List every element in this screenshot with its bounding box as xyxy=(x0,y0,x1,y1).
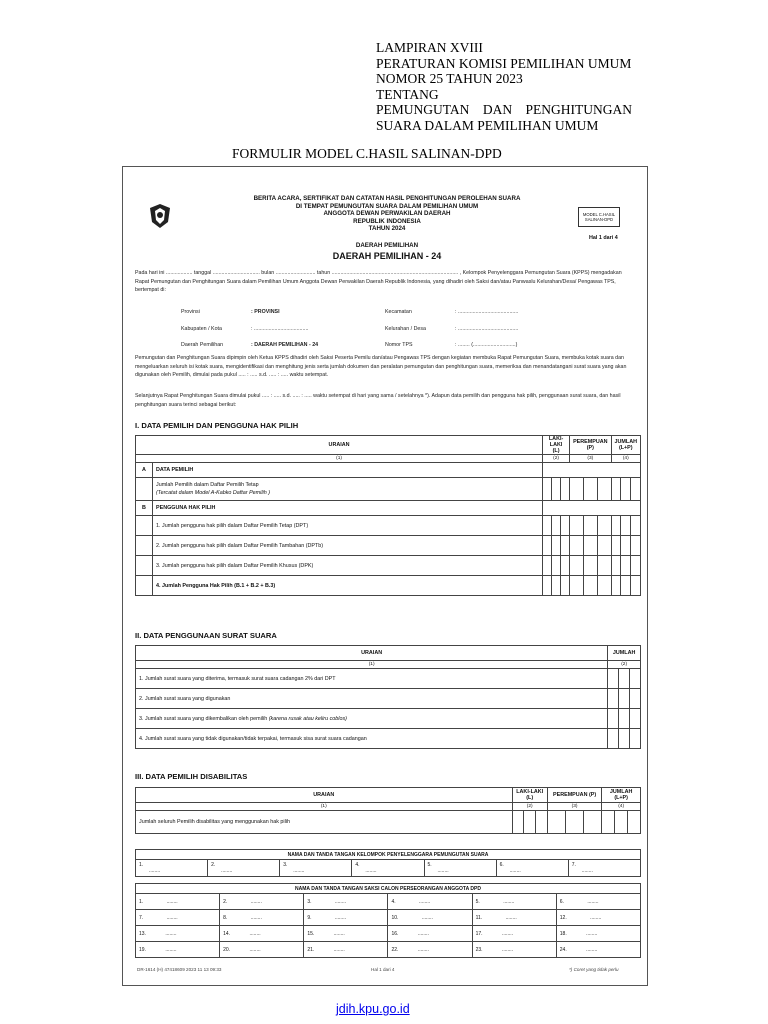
entry-box[interactable] xyxy=(570,516,584,536)
header-line: SUARA DALAM PEMILIHAN UMUM xyxy=(376,117,599,133)
signature-cell[interactable] xyxy=(208,860,280,877)
header-line xyxy=(376,102,632,118)
signature-cell[interactable] xyxy=(136,926,220,942)
entry-box[interactable] xyxy=(524,811,536,834)
signature-cell[interactable] xyxy=(304,910,388,926)
signature-cell[interactable] xyxy=(472,926,556,942)
footer-note: *) Coret yang tidak perlu xyxy=(569,967,619,972)
sig-number: 19. xyxy=(139,946,146,953)
form-title: FORMULIR MODEL C.HASIL SALINAN-DPD xyxy=(232,146,502,161)
entry-box[interactable] xyxy=(583,478,597,501)
signature-cell[interactable] xyxy=(304,942,388,958)
footer-code: DR-1614 (H) 47418609 2023 11 13 09:33 xyxy=(137,967,222,972)
row-code: B xyxy=(136,501,153,516)
col-number: (4) xyxy=(602,803,641,811)
row-code xyxy=(136,576,153,596)
header-line: LAMPIRAN XVIII xyxy=(376,40,483,55)
section3-title: III. DATA PEMILIH DISABILITAS xyxy=(135,772,248,781)
signature-cell[interactable] xyxy=(304,894,388,910)
signature-cell[interactable] xyxy=(472,910,556,926)
kpps-signature-table xyxy=(135,849,641,877)
sig-dots: ........ xyxy=(509,868,521,874)
entry-box[interactable] xyxy=(602,811,615,834)
signature-cell[interactable] xyxy=(388,894,472,910)
page-label: Hal 1 dari 4 xyxy=(589,235,618,241)
sig-dots: ........ xyxy=(501,930,514,937)
entry-box[interactable] xyxy=(584,811,602,834)
row-code xyxy=(136,516,153,536)
signature-cell[interactable] xyxy=(220,926,304,942)
header-word: DAN xyxy=(482,102,513,117)
entry-box[interactable] xyxy=(566,811,584,834)
sig-number: 3. xyxy=(283,862,288,868)
entry-box[interactable] xyxy=(561,556,570,576)
entry-box[interactable] xyxy=(543,556,552,576)
model-line: SALINAN-DPD xyxy=(584,217,614,223)
sig-dots: ........ xyxy=(417,946,429,953)
entry-box[interactable] xyxy=(608,669,619,689)
sig-number: 14. xyxy=(223,930,231,937)
col-jumlah: JUMLAH (L+P) xyxy=(602,788,641,803)
blank-cells xyxy=(543,463,641,478)
entry-box[interactable] xyxy=(630,689,641,709)
sig-dots: ........ xyxy=(503,898,515,905)
sig-number: 3. xyxy=(307,898,312,905)
col-laki: LAKI-LAKI (L) xyxy=(543,436,570,455)
section2-table xyxy=(135,645,641,749)
entry-box[interactable] xyxy=(621,516,631,536)
entry-box[interactable] xyxy=(630,669,641,689)
col-jumlah: JUMLAH (L+P) xyxy=(611,436,640,455)
sig-dots: ........ xyxy=(149,868,161,874)
sig-number: 1. xyxy=(139,862,144,868)
tps-value: : ........ (.............................) xyxy=(455,342,518,348)
sig-number: 11. xyxy=(475,914,483,921)
sig-dots: ........ xyxy=(421,914,433,921)
sig-number: 24. xyxy=(559,946,567,953)
sig-dots: ........ xyxy=(581,868,593,874)
col-number: (2) xyxy=(512,803,547,811)
entry-box[interactable] xyxy=(611,576,621,596)
procedure-paragraph: Pemungutan dan Penghitungan Suara dipimpin oleh Ketua KPPS dihadiri oleh Saksi Peserta Pemilu dan/atau Pengawas TPS dengan kegiatan membuka Rapat Pemungutan Suara, membuka kotak suara dan mengeluarkan seluruh isi kotak suara, mengidentifikasi dan menghitung jenis serta jumlah dokumen dan peralatan pemungutan dan penghitungan suara, memeriksa dan menandatangani surat suara yang akan digunakan oleh Pemilih, dimulai pada pukul ..... : ..... s.d. ..... : ..... waktu setempat. xyxy=(135,355,627,379)
entry-box[interactable] xyxy=(619,709,630,729)
entry-box[interactable] xyxy=(630,709,641,729)
header-line: PERATURAN KOMISI PEMILIHAN UMUM xyxy=(376,55,632,71)
sig-number: 6. xyxy=(499,862,504,868)
entry-box[interactable] xyxy=(608,689,619,709)
tps-label: Nomor TPS xyxy=(385,342,413,348)
table-row: Jumlah seluruh Pemilih disabilitas yang menggunakan hak pilih xyxy=(136,811,513,834)
entry-box[interactable] xyxy=(543,478,552,501)
table-row: 1. Jumlah pengguna hak pilih dalam Daftar Pemilih Tetap (DPT) xyxy=(153,516,543,536)
row-label: Jumlah Pemilih dalam Daftar Pemilih Tetap xyxy=(156,482,259,488)
table-row: 2. Jumlah surat suara yang digunakan xyxy=(136,689,608,709)
entry-box[interactable] xyxy=(619,669,630,689)
row-heading: DATA PEMILIH xyxy=(153,463,543,478)
sig-number: 15. xyxy=(307,930,315,937)
signature-cell[interactable] xyxy=(352,860,424,877)
sig-dots: ........ xyxy=(333,930,345,937)
entry-box[interactable] xyxy=(631,536,641,556)
row-code: A xyxy=(136,463,153,478)
entry-box[interactable] xyxy=(631,556,641,576)
entry-box[interactable] xyxy=(552,576,561,596)
col-number: (1) xyxy=(136,661,608,669)
kecamatan-label: Kecamatan xyxy=(385,309,412,315)
sig-dots: ........ xyxy=(437,868,449,874)
sig-number: 8. xyxy=(223,914,228,921)
col-laki: LAKI-LAKI (L) xyxy=(512,788,547,803)
signature-cell[interactable] xyxy=(568,860,640,877)
provinsi-label: Provinsi xyxy=(181,309,200,315)
sig-dots: ........ xyxy=(166,914,178,921)
entry-box[interactable] xyxy=(543,536,552,556)
sig-number: 17. xyxy=(475,930,483,937)
entry-box[interactable] xyxy=(619,689,630,709)
header-line: TENTANG xyxy=(376,86,439,102)
row-heading: PENGGUNA HAK PILIH xyxy=(153,501,543,516)
entry-box[interactable] xyxy=(552,516,561,536)
section1-title: I. DATA PEMILIH DAN PENGGUNA HAK PILIH xyxy=(135,421,299,430)
col-number: (3) xyxy=(570,455,611,463)
entry-box[interactable] xyxy=(552,478,561,501)
kabupaten-value: : ..................................... xyxy=(251,326,309,332)
sig-dots: ........ xyxy=(586,946,598,953)
sig-dots: ........ xyxy=(250,898,262,905)
sig-number: 18. xyxy=(559,930,567,937)
col-uraian: URAIAN xyxy=(136,436,543,455)
entry-box[interactable] xyxy=(608,709,619,729)
kpu-emblem-icon xyxy=(149,203,171,229)
sheet-title xyxy=(223,195,551,233)
sig-number: 2. xyxy=(223,898,228,905)
header-word: PENGHITUNGAN xyxy=(525,102,632,117)
signature-cell[interactable] xyxy=(136,860,208,877)
sig-dots: ........ xyxy=(590,914,602,921)
sig-dots: ........ xyxy=(221,868,233,874)
entry-box[interactable] xyxy=(627,811,640,834)
sig-number: 10. xyxy=(391,914,399,921)
col-perempuan: PEREMPUAN (P) xyxy=(570,436,611,455)
section3-table xyxy=(135,787,641,834)
title-line: TAHUN 2024 xyxy=(368,225,406,233)
section2-title: II. DATA PENGGUNAAN SURAT SUARA xyxy=(135,631,277,640)
entry-box[interactable] xyxy=(561,576,570,596)
signature-cell[interactable] xyxy=(220,894,304,910)
entry-box[interactable] xyxy=(570,536,584,556)
provinsi-value: : PROVINSI xyxy=(251,309,280,315)
entry-box[interactable] xyxy=(570,556,584,576)
intro-paragraph: Pada hari ini .................. tanggal ................................ bulan ........................... tahun ...................................................................................... , Kelompok Penyelenggara Pemungutan Suara (KPPS) mengadakan Rapat Pemungutan dan Penghitungan Suara dalam Pemilihan Umum Anggota Dewan Perwakilan Daerah Republik Indonesia, yang dihadiri oleh Saksi dan/atau Panwaslu Kelurahan/Desa/ Pengawas TPS, bertempat di: xyxy=(135,270,622,294)
signature-cell[interactable] xyxy=(496,860,568,877)
entry-box[interactable] xyxy=(621,576,631,596)
title-line: REPUBLIK INDONESIA xyxy=(353,217,421,225)
entry-box[interactable] xyxy=(597,478,611,501)
signature-cell[interactable] xyxy=(556,926,640,942)
col-number: (2) xyxy=(543,455,570,463)
entry-box[interactable] xyxy=(631,478,641,501)
sig-dots: ........ xyxy=(365,868,377,874)
sig-dots: ........ xyxy=(505,914,517,921)
entry-box[interactable] xyxy=(547,811,565,834)
lampiran-header xyxy=(376,40,632,133)
title-line: ANGGOTA DEWAN PERWAKILAN DAERAH xyxy=(323,210,451,218)
col-uraian: URAIAN xyxy=(136,646,608,661)
col-number: (1) xyxy=(136,803,513,811)
sig-dots: ........ xyxy=(250,914,262,921)
signature-cell[interactable] xyxy=(556,942,640,958)
header-word: PEMUNGUTAN xyxy=(376,102,470,117)
sig-dots: ........ xyxy=(249,930,261,937)
col-uraian: URAIAN xyxy=(136,788,513,803)
sig-number: 21. xyxy=(307,946,315,953)
signature-cell[interactable] xyxy=(136,942,220,958)
sig-dots: ........ xyxy=(501,946,514,953)
kecamatan-value: : ......................................... xyxy=(455,309,519,315)
col-jumlah: JUMLAH xyxy=(608,646,641,661)
entry-box[interactable] xyxy=(630,729,641,749)
sig-number: 7. xyxy=(571,862,576,868)
sig-number: 4. xyxy=(355,862,360,868)
signature-cell[interactable] xyxy=(556,910,640,926)
entry-box[interactable] xyxy=(583,536,597,556)
sig-number: 9. xyxy=(307,914,312,921)
entry-box[interactable] xyxy=(536,811,548,834)
table-row: 3. Jumlah pengguna hak pilih dalam Daftar Pemilih Khusus (DPK) xyxy=(153,556,543,576)
row-code xyxy=(136,556,153,576)
entry-box[interactable] xyxy=(611,478,621,501)
entry-box[interactable] xyxy=(570,576,584,596)
col-number: (2) xyxy=(608,661,641,669)
entry-box[interactable] xyxy=(583,576,597,596)
sig-dots: ........ xyxy=(293,868,305,874)
entry-box[interactable] xyxy=(631,576,641,596)
kelurahan-label: Kelurahan / Desa xyxy=(385,326,426,332)
table-row: 4. Jumlah surat suara yang tidak digunakan/tidak terpakai, termasuk sisa surat suara cadangan xyxy=(136,729,608,749)
entry-box[interactable] xyxy=(619,729,630,749)
saksi-title: NAMA DAN TANDA TANGAN SAKSI CALON PERSEORANGAN ANGGOTA DPD xyxy=(136,884,641,894)
sig-dots: ........ xyxy=(419,898,431,905)
signature-cell[interactable] xyxy=(472,942,556,958)
col-number: (3) xyxy=(547,803,601,811)
entry-box[interactable] xyxy=(621,536,631,556)
sig-number: 5. xyxy=(427,862,432,868)
saksi-signature-table xyxy=(135,883,641,958)
entry-box[interactable] xyxy=(597,556,611,576)
signature-cell[interactable] xyxy=(424,860,496,877)
table-row: 2. Jumlah pengguna hak pilih dalam Daftar Pemilih Tambahan (DPTb) xyxy=(153,536,543,556)
entry-box[interactable] xyxy=(561,478,570,501)
kpps-title: NAMA DAN TANDA TANGAN KELOMPOK PENYELENGGARA PEMUNGUTAN SUARA xyxy=(136,850,641,860)
col-number: (4) xyxy=(611,455,640,463)
daerah-value: DAERAH PEMILIHAN - 24 xyxy=(332,251,442,261)
sig-number: 12. xyxy=(559,914,567,921)
footer-page: Hal 1 dari 4 xyxy=(371,967,395,972)
section1-table xyxy=(135,435,641,596)
table-row: 4. Jumlah Pengguna Hak Pilih (B.1 + B.2 + B.3) xyxy=(153,576,543,596)
signature-cell[interactable] xyxy=(388,942,472,958)
signature-cell[interactable] xyxy=(136,910,220,926)
sig-number: 5. xyxy=(475,898,480,905)
entry-box[interactable] xyxy=(631,516,641,536)
daerah-field-value: : DAERAH PEMILIHAN - 24 xyxy=(251,342,319,348)
sig-dots: ........ xyxy=(334,914,346,921)
row-code xyxy=(136,536,153,556)
title-line: BERITA ACARA, SERTIFIKAT DAN CATATAN HASIL PENGHITUNGAN PEROLEHAN SUARA xyxy=(253,195,521,202)
sig-dots: ........ xyxy=(334,898,346,905)
sig-dots: ........ xyxy=(417,930,429,937)
entry-box[interactable] xyxy=(615,811,628,834)
table-row xyxy=(153,478,543,501)
sig-dots: ........ xyxy=(333,946,345,953)
model-box xyxy=(578,207,620,227)
daerah-field-label: Daerah Pemilihan xyxy=(181,342,224,348)
sig-dots: ........ xyxy=(166,898,178,905)
table-row xyxy=(136,709,608,729)
signature-cell[interactable] xyxy=(472,894,556,910)
header-line: NOMOR 25 TAHUN 2023 xyxy=(376,71,523,86)
col-number: (1) xyxy=(136,455,543,463)
entry-box[interactable] xyxy=(621,478,631,501)
entry-box[interactable] xyxy=(611,536,621,556)
entry-box[interactable] xyxy=(512,811,524,834)
signature-cell[interactable] xyxy=(220,942,304,958)
sig-dots: ........ xyxy=(587,898,599,905)
continuation-paragraph: Selanjutnya Rapat Penghitungan Suara dimulai pukul ..... : ..... s.d. ..... : ..... waktu setempat di hari yang sama / setelahnya *). Adapun data pemilih dan pengguna hak pilih, penggunaan surat suara, dan hasil penghitungan suara terinci sebagai berikut: xyxy=(135,393,621,408)
row-note: (karena rusak atau keliru coblos) xyxy=(268,715,347,722)
row-note: (Tercatat dalam Model A-Kabko Daftar Pemilih ) xyxy=(156,490,271,496)
entry-box[interactable] xyxy=(552,536,561,556)
signature-cell[interactable] xyxy=(304,926,388,942)
entry-box[interactable] xyxy=(611,556,621,576)
entry-box[interactable] xyxy=(608,729,619,749)
sig-number: 16. xyxy=(391,930,399,937)
entry-box[interactable] xyxy=(621,556,631,576)
row-label: 3. Jumlah surat suara yang dikembalikan oleh pemilih xyxy=(139,715,268,722)
signature-cell[interactable] xyxy=(388,910,472,926)
sig-number: 1. xyxy=(139,898,144,905)
daerah-label: DAERAH PEMILIHAN xyxy=(355,242,419,249)
entry-box[interactable] xyxy=(583,516,597,536)
row-code xyxy=(136,478,153,501)
signature-cell[interactable] xyxy=(388,926,472,942)
sig-number: 4. xyxy=(391,898,396,905)
entry-box[interactable] xyxy=(561,516,570,536)
sig-dots: ........ xyxy=(165,946,177,953)
model-line: MODEL C.HASIL xyxy=(582,212,616,217)
entry-box[interactable] xyxy=(583,556,597,576)
entry-box[interactable] xyxy=(597,516,611,536)
entry-box[interactable] xyxy=(597,576,611,596)
entry-box[interactable] xyxy=(597,536,611,556)
sig-number: 6. xyxy=(559,898,564,905)
sig-number: 7. xyxy=(139,914,144,921)
entry-box[interactable] xyxy=(543,516,552,536)
signature-cell[interactable] xyxy=(280,860,352,877)
entry-box[interactable] xyxy=(552,556,561,576)
signature-cell[interactable] xyxy=(136,894,220,910)
entry-box[interactable] xyxy=(543,576,552,596)
sig-number: 2. xyxy=(211,862,216,868)
form-sheet xyxy=(122,166,648,986)
sig-number: 23. xyxy=(475,946,483,953)
sig-number: 22. xyxy=(391,946,399,953)
sig-number: 20. xyxy=(223,946,231,953)
sig-dots: ........ xyxy=(165,930,177,937)
title-line: DI TEMPAT PEMUNGUTAN SUARA DALAM PEMILIHAN UMUM xyxy=(295,202,479,210)
sig-number: 13. xyxy=(139,930,146,937)
kelurahan-value: : ......................................... xyxy=(455,326,519,332)
sig-dots: ........ xyxy=(586,930,598,937)
kabupaten-label: Kabupaten / Kota xyxy=(181,326,222,332)
entry-box[interactable] xyxy=(561,536,570,556)
sig-dots: ........ xyxy=(249,946,261,953)
table-row: 1. Jumlah surat suara yang diterima, termasuk surat suara cadangan 2% dari DPT xyxy=(136,669,608,689)
signature-cell[interactable] xyxy=(220,910,304,926)
entry-box[interactable] xyxy=(611,516,621,536)
entry-box[interactable] xyxy=(570,478,584,501)
signature-cell[interactable] xyxy=(556,894,640,910)
col-perempuan: PEREMPUAN (P) xyxy=(547,788,601,803)
blank-cells xyxy=(543,501,641,516)
jdih-link[interactable]: jdih.kpu.go.id xyxy=(336,1002,410,1016)
